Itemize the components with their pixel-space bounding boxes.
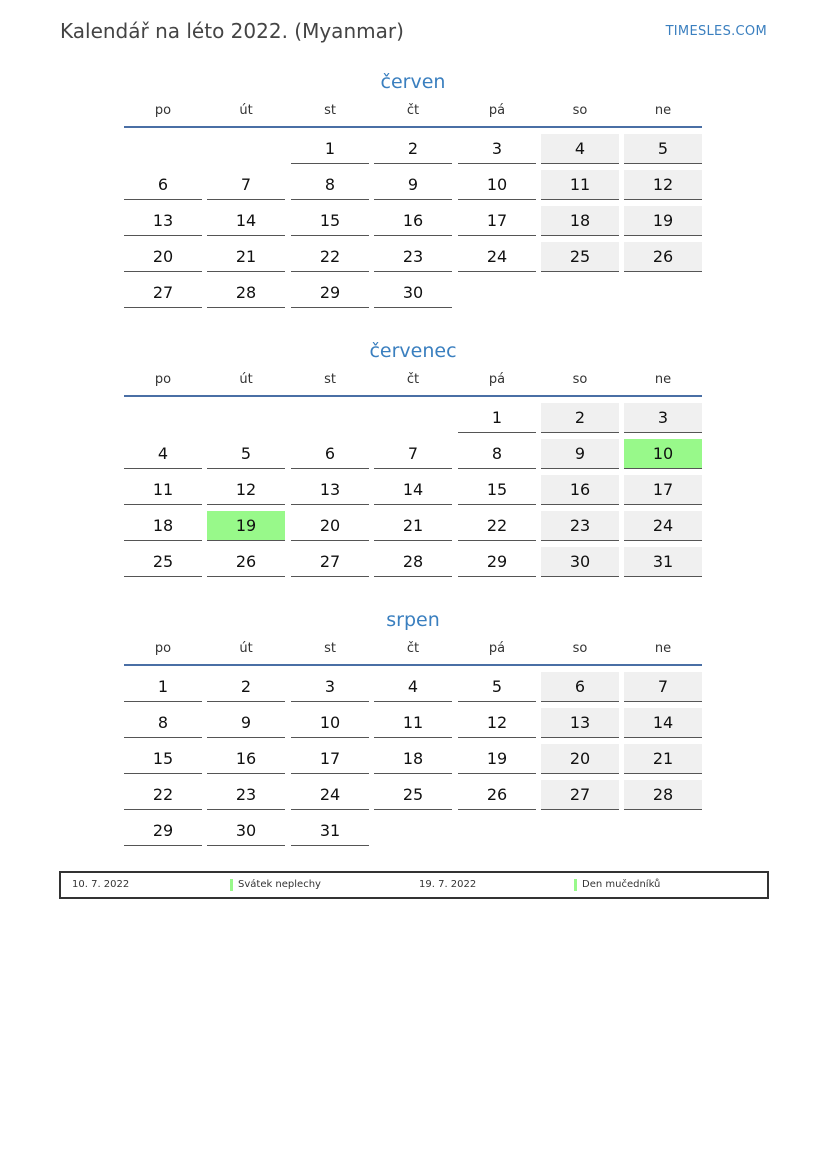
day-cell: 15 [124,744,202,774]
day-cell: 8 [124,708,202,738]
day-cell: 21 [624,744,702,774]
day-cell: 11 [374,708,452,738]
day-cell: 15 [291,206,369,236]
month-title: srpen [386,609,440,631]
weekday-header [124,96,702,128]
day-cell: 5 [458,672,536,702]
day-cell: 7 [374,439,452,469]
legend-holiday-name: Den mučedníků [582,879,661,890]
day-cell: 20 [124,242,202,272]
day-cell: 30 [374,278,452,308]
brand-link[interactable]: TIMESLES.COM [665,24,767,39]
day-cell: 18 [124,511,202,541]
day-cell: 12 [207,475,285,505]
day-cell: 24 [458,242,536,272]
day-cell: 30 [541,547,619,577]
day-cell: 17 [458,206,536,236]
day-cell: 14 [624,708,702,738]
day-cell: 14 [207,206,285,236]
legend-date: 19. 7. 2022 [419,879,477,890]
holiday-day-cell: 10 [624,439,702,469]
day-cell: 29 [458,547,536,577]
day-cell: 4 [124,439,202,469]
day-cell: 26 [207,547,285,577]
day-cell: 5 [207,439,285,469]
day-cell: 28 [207,278,285,308]
day-cell: 25 [124,547,202,577]
day-cell: 22 [458,511,536,541]
day-cell: 7 [207,170,285,200]
weekday-label: út [239,641,253,656]
day-cell: 29 [124,816,202,846]
weekday-label: st [324,103,336,118]
day-cell: 11 [124,475,202,505]
page-title: Kalendář na léto 2022. (Myanmar) [60,19,404,43]
legend-color-swatch [230,879,233,891]
day-cell: 9 [374,170,452,200]
weekday-label: po [154,372,172,387]
day-cell: 27 [541,780,619,810]
weekday-label: ne [654,103,672,118]
weekday-label: út [239,372,253,387]
day-cell: 13 [541,708,619,738]
weekday-label: ne [654,372,672,387]
day-cell: 17 [291,744,369,774]
day-cell: 31 [624,547,702,577]
day-cell: 10 [291,708,369,738]
day-cell: 16 [374,206,452,236]
day-cell: 23 [207,780,285,810]
month-title: červen [380,71,446,93]
day-cell: 3 [458,134,536,164]
weekday-label: pá [488,641,506,656]
day-cell: 23 [541,511,619,541]
day-cell: 4 [541,134,619,164]
day-cell: 3 [291,672,369,702]
day-cell: 11 [541,170,619,200]
weekday-header [124,634,702,666]
day-cell: 2 [541,403,619,433]
day-cell: 5 [624,134,702,164]
weekday-header [124,365,702,397]
day-cell: 29 [291,278,369,308]
weekday-label: so [572,103,588,118]
day-cell: 8 [291,170,369,200]
day-cell: 23 [374,242,452,272]
day-cell: 13 [124,206,202,236]
day-cell: 1 [291,134,369,164]
weekday-label: ne [654,641,672,656]
day-cell: 19 [458,744,536,774]
day-cell: 13 [291,475,369,505]
day-cell: 25 [541,242,619,272]
month-calendar [124,337,702,571]
month-calendar [124,606,702,840]
month-calendar [124,68,702,302]
weekday-label: út [239,103,253,118]
day-cell: 12 [458,708,536,738]
day-cell: 9 [207,708,285,738]
day-cell: 22 [124,780,202,810]
weekday-label: pá [488,372,506,387]
day-cell: 6 [124,170,202,200]
day-cell: 28 [374,547,452,577]
day-cell: 25 [374,780,452,810]
day-cell: 18 [541,206,619,236]
day-cell: 9 [541,439,619,469]
day-cell: 19 [624,206,702,236]
day-cell: 17 [624,475,702,505]
day-cell: 26 [458,780,536,810]
day-cell: 7 [624,672,702,702]
day-cell: 1 [124,672,202,702]
day-cell: 21 [374,511,452,541]
holiday-day-cell: 19 [207,511,285,541]
day-cell: 2 [374,134,452,164]
day-cell: 24 [624,511,702,541]
day-cell: 21 [207,242,285,272]
day-cell: 20 [541,744,619,774]
day-cell: 27 [291,547,369,577]
day-cell: 15 [458,475,536,505]
day-cell: 14 [374,475,452,505]
day-cell: 12 [624,170,702,200]
day-cell: 30 [207,816,285,846]
weekday-label: po [154,103,172,118]
legend-holiday-name: Svátek neplechy [238,879,321,890]
day-cell: 4 [374,672,452,702]
day-cell: 10 [458,170,536,200]
day-cell: 2 [207,672,285,702]
month-title: červenec [369,340,457,362]
day-cell: 6 [541,672,619,702]
day-cell: 8 [458,439,536,469]
day-cell: 16 [541,475,619,505]
weekday-label: čt [406,372,420,387]
weekday-label: čt [406,103,420,118]
weekday-label: pá [488,103,506,118]
weekday-label: po [154,641,172,656]
day-cell: 6 [291,439,369,469]
weekday-label: st [324,372,336,387]
legend-color-swatch [574,879,577,891]
weekday-label: so [572,641,588,656]
day-cell: 18 [374,744,452,774]
day-cell: 26 [624,242,702,272]
day-cell: 16 [207,744,285,774]
holiday-legend [59,871,769,899]
day-cell: 28 [624,780,702,810]
day-cell: 22 [291,242,369,272]
day-cell: 24 [291,780,369,810]
day-cell: 1 [458,403,536,433]
day-cell: 31 [291,816,369,846]
day-cell: 27 [124,278,202,308]
day-cell: 20 [291,511,369,541]
weekday-label: so [572,372,588,387]
day-cell: 3 [624,403,702,433]
weekday-label: st [324,641,336,656]
legend-date: 10. 7. 2022 [72,879,130,890]
weekday-label: čt [406,641,420,656]
